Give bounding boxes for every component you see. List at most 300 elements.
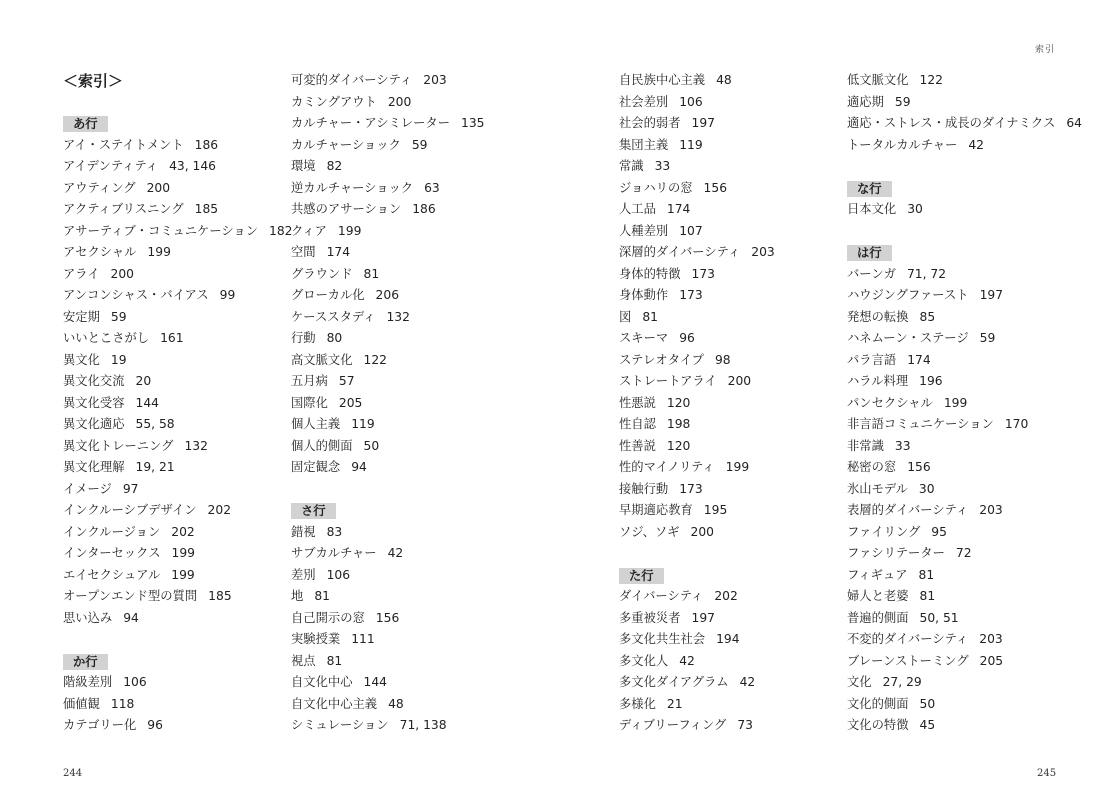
index-entry [291,242,541,264]
index-entry [63,350,313,372]
index-page-refs: 122 [363,352,387,367]
index-term: ブレーンストーミング [847,653,969,668]
index-page-refs: 50, 51 [919,610,959,625]
spacer [63,92,313,114]
index-page-refs: 59 [411,137,428,152]
spacer [63,629,313,651]
index-page-refs: 200 [110,266,135,281]
index-term: 思い込み [63,610,113,625]
index-term: 異文化 [63,352,100,367]
index-term: 階級差別 [63,675,113,689]
index-entry [619,672,869,694]
index-page-refs: 186 [194,137,219,152]
section-heading-label: か行 [63,654,108,670]
index-page-refs: 106 [679,94,703,109]
section-heading [291,500,541,522]
index-page-refs: 95 [931,524,947,539]
index-page-refs: 81 [919,589,936,603]
index-term: ハラル料理 [847,374,909,388]
index-term: アセクシャル [63,245,137,259]
index-entry [619,221,869,243]
index-page-refs: 98 [714,352,731,367]
index-term: 常識 [619,159,644,173]
index-entry [619,651,869,673]
index-page-refs: 55, 58 [135,417,175,431]
index-entry [619,414,869,436]
index-entry [291,350,541,372]
index-page-refs: 94 [351,460,367,474]
index-entry [63,672,313,694]
index-page-refs: 97 [122,481,139,496]
index-term: 適応期 [847,94,884,109]
index-page-refs: 135 [461,116,485,130]
index-term: 性自認 [619,417,656,431]
index-entry [619,371,869,393]
index-page-refs: 33 [894,438,911,453]
index-term: スキーマ [619,331,669,345]
index-term: 普遍的側面 [847,610,909,625]
index-page-refs: 174 [326,245,351,259]
index-term: ストレートアライ [619,374,717,388]
index-page-refs: 42 [387,546,404,560]
index-page-refs: 173 [679,481,703,496]
index-term: 不変的ダイバーシティ [847,632,969,646]
index-term: 氷山モデル [847,481,908,496]
index-entry [63,414,313,436]
index-page-refs: 43, 146 [169,159,216,173]
index-entry [847,371,1067,393]
index-term: 共感のアサーション [291,202,402,216]
index-term: 異文化適応 [63,417,125,431]
index-term: パラ言語 [847,352,897,367]
index-term: パンセクシャル [847,395,933,410]
index-page-refs: 19, 21 [135,460,175,474]
index-page-refs: 200 [146,180,171,195]
index-term: 差別 [291,567,316,582]
index-page-refs: 42 [679,653,695,668]
index-term: 性悪説 [619,395,656,410]
index-term: カルチャーショック [291,137,401,152]
index-term: ジョハリの窓 [619,180,693,195]
index-page-refs: 85 [919,309,936,324]
index-entry [619,178,869,200]
index-page-refs: 199 [147,245,171,259]
index-entry [291,436,541,458]
index-page-refs: 203 [423,73,447,87]
index-entry [619,715,869,737]
index-page-refs: 203 [979,503,1003,517]
index-page-refs: 80 [326,331,343,345]
index-term: 多文化ダイアグラム [619,675,729,689]
index-page-refs: 20 [135,374,152,388]
index-entry [847,543,1067,565]
spacer [847,221,1067,243]
index-entry [847,457,1067,479]
index-page-refs: 195 [703,503,728,517]
index-page-refs: 205 [979,653,1004,668]
index-entry [619,350,869,372]
index-page-refs: 200 [387,94,412,109]
section-heading [619,565,869,587]
index-term: 異文化交流 [63,374,125,388]
index-term: インターセックス [63,546,161,560]
index-page-refs: 200 [727,374,752,388]
index-entry [847,414,1067,436]
index-entry [619,242,869,264]
section-heading-label: な行 [847,181,892,197]
index-entry [847,199,1067,221]
index-page-refs: 199 [725,460,750,474]
index-page-refs: 174 [907,352,931,367]
index-entry [63,178,313,200]
index-term: 自己開示の窓 [291,610,365,625]
index-page-refs: 107 [679,223,703,238]
index-page-refs: 71, 72 [906,266,947,281]
index-entry [291,92,541,114]
index-entry [291,694,541,716]
index-page-refs: 45 [919,718,936,732]
index-entry [847,264,1067,286]
index-entry [63,565,313,587]
index-page-refs: 144 [135,395,159,410]
index-entry [63,543,313,565]
index-entry [291,264,541,286]
index-term: 非言語コミュニケーション [847,417,994,431]
index-page-refs: 96 [679,331,695,345]
index-column-4 [847,70,1082,737]
index-term: インクルージョン [63,524,161,539]
index-term: 多様化 [619,696,656,711]
index-entry [63,199,313,221]
index-page-refs: 156 [703,180,728,195]
index-page-refs: 48 [388,696,404,711]
index-entry [847,651,1067,673]
index-entry [63,242,313,264]
index-term: シミュレーション [291,718,389,732]
index-entry [847,629,1067,651]
index-entry [291,565,541,587]
section-heading-label: た行 [619,568,664,584]
index-column-1 [63,70,313,737]
index-entry [63,285,313,307]
index-entry [619,629,869,651]
index-entry [291,70,541,92]
index-entry [291,328,541,350]
index-page-refs: 33 [654,159,671,173]
index-page-refs: 144 [363,675,387,689]
index-entry [619,285,869,307]
index-page-refs: 99 [219,288,236,302]
index-entry [63,135,313,157]
index-entry [63,522,313,544]
index-entry [291,135,541,157]
index-entry [63,221,313,243]
index-entry [291,393,541,415]
index-term: 異文化受容 [63,395,125,410]
index-page-refs: 202 [207,503,232,517]
index-page-refs: 185 [194,202,219,216]
index-entry [63,479,313,501]
index-term: 多重被災者 [619,610,681,625]
index-page-refs: 81 [642,309,658,324]
index-page-refs: 161 [160,331,184,345]
index-term: アンコンシャス・バイアス [63,288,209,302]
index-page-refs: 96 [147,718,163,732]
index-entry [847,393,1067,415]
index-term: ハネムーン・ステージ [847,331,969,345]
index-term: 日本文化 [847,202,897,216]
index-page-refs: 30 [907,202,923,216]
index-term: アクティブリスニング [63,202,184,216]
index-term: イメージ [63,481,112,496]
index-entry [619,500,869,522]
running-header: 索引 [1034,45,1055,55]
index-page-refs: 42 [739,675,756,689]
index-term: 社会的弱者 [619,116,681,130]
index-term: サブカルチャー [291,546,377,560]
index-column-2 [291,70,541,737]
index-entry [619,694,869,716]
index-entry [291,414,541,436]
index-term: 視点 [291,653,316,668]
index-entry [619,70,869,92]
index-entry [291,629,541,651]
index-page-refs: 203 [751,245,775,259]
index-entry [847,92,1067,114]
spacer [619,543,869,565]
index-term: ファイリング [847,524,921,539]
index-term: ケーススタディ [291,309,376,324]
index-page-refs: 197 [691,610,715,625]
index-term: クィア [291,223,327,238]
index-term: 集団主義 [619,137,669,152]
index-term: 自文化中心 [291,675,353,689]
index-term: フィギュア [847,567,908,582]
index-entry [63,457,313,479]
index-term: 接触行動 [619,481,669,496]
index-entry [847,307,1067,329]
index-page-refs: 64 [1066,116,1082,130]
index-entry [63,500,313,522]
index-column-3 [619,70,869,737]
index-term: 婦人と老婆 [847,589,909,603]
index-entry [291,608,541,630]
index-entry [63,586,313,608]
index-entry [291,715,541,737]
index-page-refs: 81 [314,589,330,603]
index-page-refs: 42 [968,137,984,152]
index-term: カテゴリー化 [63,718,137,732]
index-term: グラウンド [291,266,353,281]
index-term: 空間 [291,245,316,259]
index-term: アイ・ステイトメント [63,137,184,152]
section-heading [847,178,1067,200]
index-entry [847,586,1067,608]
index-term: 地 [291,589,304,603]
index-term: 適応・ストレス・成長のダイナミクス [847,116,1056,130]
index-entry [847,608,1067,630]
index-term: カルチャー・アシミレーター [291,116,450,130]
index-page-refs: 205 [338,395,363,410]
index-page-refs: 206 [375,288,400,302]
index-page-refs: 202 [714,589,738,603]
index-term: 個人的側面 [291,438,353,453]
index-entry [291,543,541,565]
index-page-refs: 173 [691,266,715,281]
index-term: 文化 [847,675,872,689]
index-entry [847,694,1067,716]
index-page-refs: 59 [894,94,911,109]
index-term: ハウジングファースト [847,288,969,302]
index-page-refs: 118 [110,696,135,711]
index-page-refs: 156 [375,610,400,625]
index-entry [847,285,1067,307]
index-term: ダイバーシティ [619,589,704,603]
index-entry [63,393,313,415]
section-heading-label: は行 [847,245,892,261]
index-page-refs: 199 [171,567,195,582]
index-entry [619,328,869,350]
index-term: アサーティブ・コミュニケーション [63,223,259,238]
index-term: 文化的側面 [847,696,909,711]
index-term: 価値観 [63,696,100,711]
index-page-refs: 50 [919,696,936,711]
index-term: 人種差別 [619,223,669,238]
index-page-refs: 111 [351,632,375,646]
index-entry [619,113,869,135]
index-term: 安定期 [63,309,100,324]
index-term: ソジ、ソギ [619,524,680,539]
index-entry [291,672,541,694]
index-entry [291,113,541,135]
index-term: オープンエンド型の質問 [63,589,198,603]
index-entry [63,328,313,350]
index-term: 秘密の窓 [847,460,897,474]
index-page-refs: 94 [123,610,139,625]
index-term: エイセクシュアル [63,567,161,582]
index-entry [847,479,1067,501]
index-page-refs: 83 [326,524,343,539]
index-page-refs: 73 [737,718,754,732]
index-page-refs: 81 [918,567,935,582]
index-page-refs: 182 [269,223,293,238]
index-page-refs: 30 [918,481,935,496]
index-term: 五月病 [291,374,328,388]
index-term: 個人主義 [291,417,341,431]
index-page-refs: 170 [1004,417,1029,431]
index-entry [291,156,541,178]
index-page-refs: 202 [171,524,195,539]
index-entry [291,522,541,544]
index-term: 自民族中心主義 [619,73,706,87]
index-entry [619,156,869,178]
index-page-refs: 81 [326,653,343,668]
index-entry [847,522,1067,544]
index-term: 可変的ダイバーシティ [291,73,413,87]
index-entry [847,70,1067,92]
index-term: 自文化中心主義 [291,696,378,711]
index-page-refs: 119 [351,417,375,431]
index-page-refs: 71, 138 [399,718,447,732]
index-term: 低文脈文化 [847,73,909,87]
index-term: 多文化共生社会 [619,632,706,646]
index-term: カミングアウト [291,94,377,109]
index-page-refs: 63 [424,180,440,195]
index-page-refs: 119 [679,137,703,152]
index-page-refs: 196 [919,374,943,388]
index-page-refs: 81 [363,266,380,281]
index-entry [619,264,869,286]
index-page-refs: 194 [716,632,740,646]
index-entry [619,586,869,608]
index-page-refs: 122 [919,73,943,87]
section-heading [847,242,1067,264]
index-page-refs: 199 [943,395,968,410]
section-heading [63,113,313,135]
index-entry [847,113,1082,135]
index-page-refs: 203 [979,632,1003,646]
index-entry [63,156,313,178]
index-term: 多文化人 [619,653,669,668]
index-term: 環境 [291,159,316,173]
page-number-left: 244 [63,768,83,779]
index-entry [63,608,313,630]
index-term: グローカル化 [291,288,365,302]
index-entry [847,350,1067,372]
index-page-refs: 106 [123,675,147,689]
index-title: ＜索引＞ [63,72,124,90]
index-term: 身体的特徴 [619,266,681,281]
index-entry [619,393,869,415]
index-entry [619,479,869,501]
index-page-refs: 199 [171,546,195,560]
index-entry [847,500,1067,522]
index-page-refs: 57 [338,374,355,388]
index-entry [619,307,869,329]
index-page-refs: 156 [907,460,931,474]
index-entry [619,92,869,114]
index-page-refs: 197 [691,116,715,130]
index-entry [619,135,869,157]
index-term: 錯視 [291,524,316,539]
index-term: 図 [619,309,632,324]
index-term: 国際化 [291,395,328,410]
index-term: ファシリテーター [847,546,945,560]
index-page-refs: 198 [666,417,691,431]
index-term: インクルーシブデザイン [63,503,197,517]
index-page-refs: 21 [666,696,683,711]
index-entry [291,221,541,243]
index-term: トータルカルチャー [847,137,958,152]
section-heading-label: あ行 [63,116,108,132]
index-entry [63,371,313,393]
index-page-refs: 185 [208,589,232,603]
index-term: バーンガ [847,266,896,281]
index-page-refs: 173 [679,288,703,302]
index-entry [847,672,1067,694]
index-term: アイデンティティ [63,159,159,173]
index-page-refs: 50 [363,438,380,453]
index-page-refs: 106 [326,567,351,582]
index-entry [291,178,541,200]
index-entry [291,307,541,329]
index-term: 行動 [291,331,316,345]
index-page-refs: 174 [666,202,691,216]
index-entry [291,586,541,608]
index-page-refs: 82 [326,159,343,173]
index-entry [63,436,313,458]
index-term: 異文化理解 [63,460,125,474]
